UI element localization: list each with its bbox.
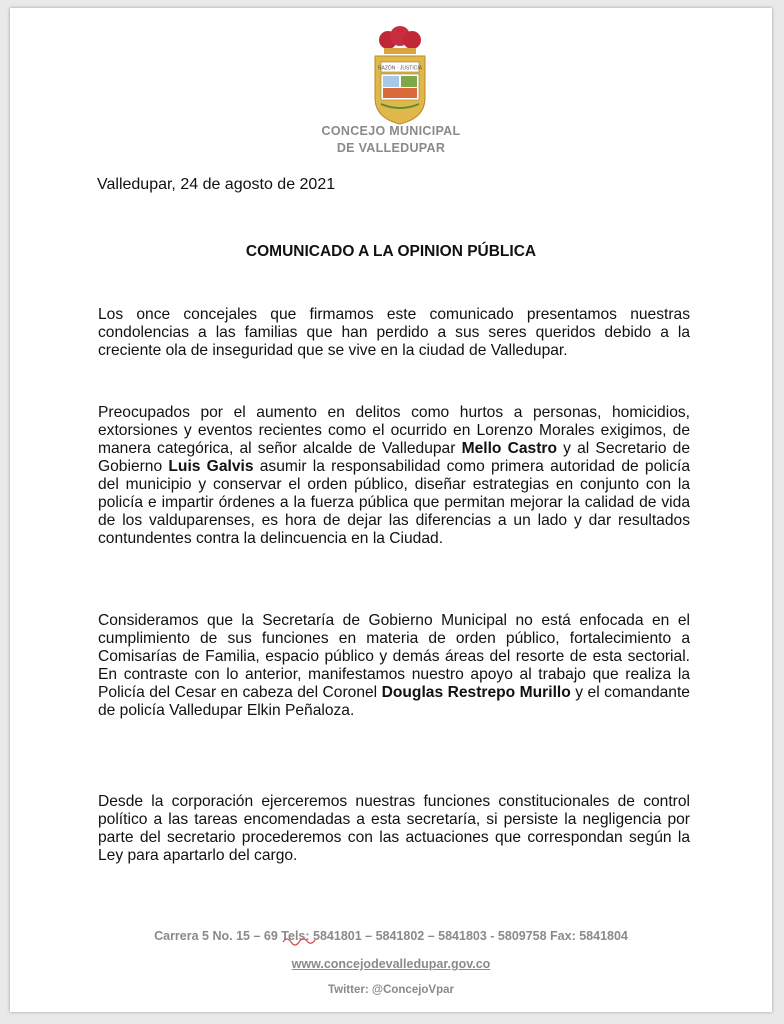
org-name-line2: DE VALLEDUPAR	[336, 141, 446, 155]
crest-crown-band	[384, 48, 416, 54]
footer-tels-label: Tels:	[281, 929, 310, 943]
org-name-line1: CONCEJO MUNICIPAL	[321, 124, 461, 138]
date-line: Valledupar, 24 de agosto de 2021	[97, 176, 336, 193]
footer-phones: 5841801 – 5841802 – 5841803 - 5809758 Fax: 5841804	[313, 929, 628, 943]
crest-ball-right	[403, 31, 421, 49]
red-scribble-mark	[281, 933, 317, 947]
footer-address: Carrera 5 No. 15 – 69	[154, 929, 278, 943]
paragraph-demands-text-2: y al Secretario de Gobierno	[98, 440, 690, 475]
crest-field-sky	[383, 76, 399, 87]
communique-title: COMUNICADO A LA OPINION PÚBLICA	[245, 243, 537, 260]
paragraph-condolences: Los once concejales que firmamos este comunicado presentamos nuestras condolencias a las familias que han perdido a sus seres queridos debido a la creciente ola de inseguridad que se vive en la ciudad de Valledupar.	[98, 306, 690, 359]
paragraph-considerations-text-1: Consideramos que la Secretaría de Gobierno Municipal no está enfocada en el cumplimiento de sus funciones en materia de orden público, fortalecimiento a Comisarías de Familia, espacio público y demás áreas del resorte de esta sectorial. En contraste con lo anterior, manifestamos nuestro apoyo al trabajo que realiza la Policía del Cesar en cabeza del Coronel	[98, 612, 690, 701]
paragraph-demands-text-3: asumir la responsabilidad como primera autoridad de policía del municipio y conservar el orden público, diseñar estrategias en conjunto con la policía e impartir órdenes a la fuerza pública que permitan mejorar la calidad de vida de los valduparenses, es hora de dejar las diferencias a un lado y dar resultados contundentes contra la delincuencia en la Ciudad.	[98, 458, 690, 547]
secretary-name: Luis Galvis	[168, 458, 254, 475]
crest-field-green	[401, 76, 417, 87]
crest-field-bottom	[383, 88, 417, 98]
paragraph-political-control: Desde la corporación ejerceremos nuestras funciones constitucionales de control político a las tareas encomendadas a esta secretaría, si persiste la negligencia por parte del secretario procederemos con las actuaciones que correspondan según la Ley para apartarlo del cargo.	[98, 793, 690, 864]
paragraph-demands-text-1: Preocupados por el aumento en delitos como hurtos a personas, homicidios, extorsiones y eventos recientes como el ocurrido en Lorenzo Morales exigimos, de manera categórica, al señor alcalde de Valledupar	[98, 404, 690, 457]
footer-contact	[10, 929, 772, 943]
crest-ribbon-text: RAZÓN · JUSTICIA	[377, 65, 423, 72]
colonel-name: Douglas Restrepo Murillo	[381, 684, 571, 701]
footer-twitter: Twitter: @ConcejoVpar	[327, 984, 454, 996]
document-page	[10, 8, 772, 1012]
paragraph-demands	[98, 404, 690, 548]
paragraph-considerations-text-2: y el comandante de policía Valledupar Elkin Peñaloza.	[98, 684, 690, 719]
paragraph-considerations	[98, 612, 690, 720]
footer-website-link[interactable]: www.concejodevalledupar.gov.co	[291, 957, 491, 971]
footer-tels-label-wrap	[281, 929, 313, 943]
concejo-crest-logo	[365, 26, 435, 126]
mayor-name: Mello Castro	[461, 440, 557, 457]
